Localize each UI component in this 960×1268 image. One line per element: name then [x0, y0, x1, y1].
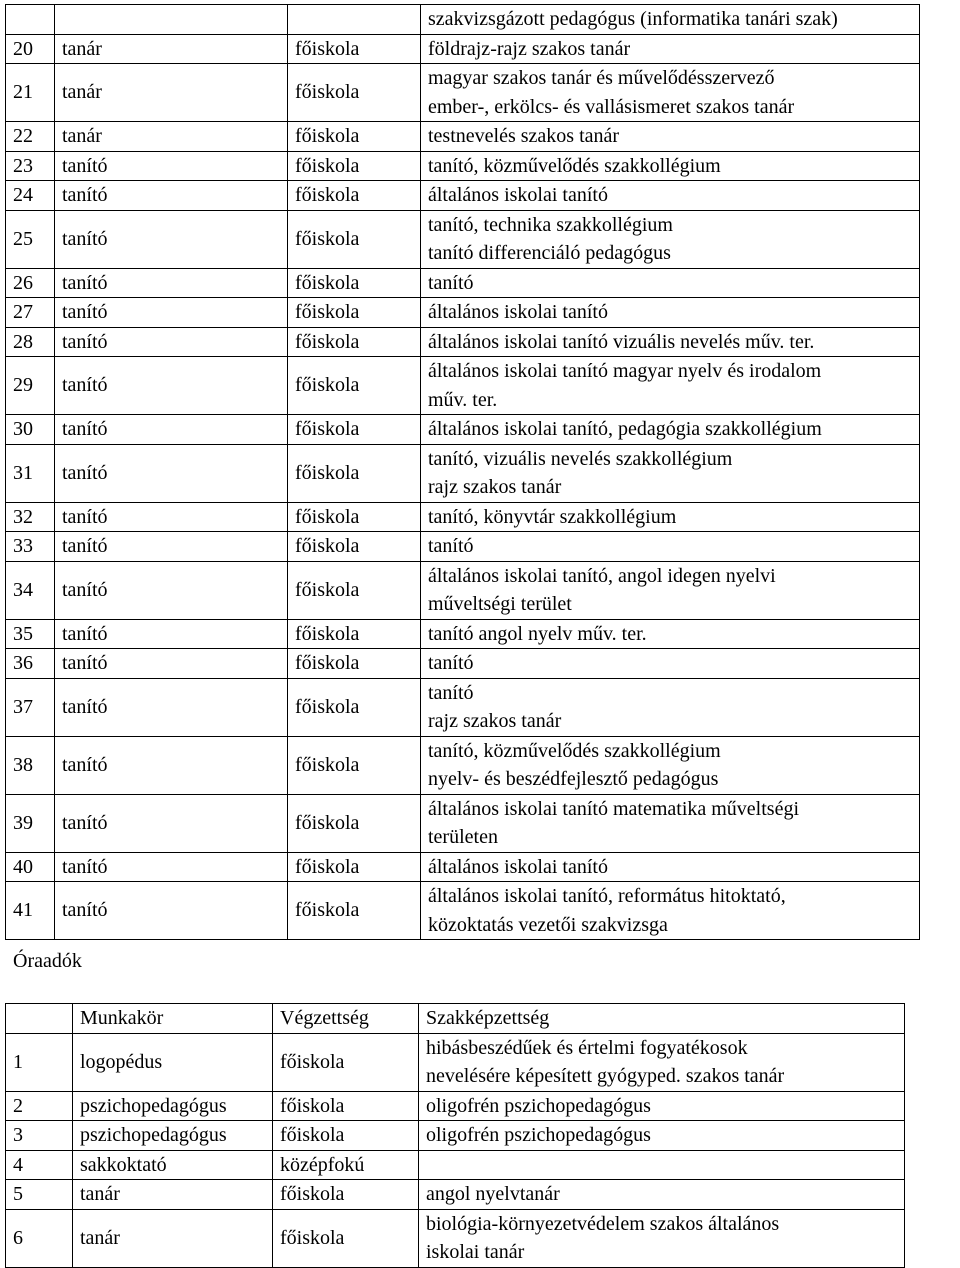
- szakkepzettseg-line: tanító, közművelődés szakkollégium: [428, 739, 721, 762]
- vegzettseg-cell: főiskola: [273, 1121, 419, 1151]
- szakkepzettseg-line: általános iskolai tanító vizuális nevelés műv. ter.: [428, 330, 815, 353]
- szakkepzettseg-line: magyar szakos tanár és művelődésszervező: [428, 67, 775, 89]
- row-number: 40: [6, 852, 55, 882]
- vegzettseg-cell: [288, 5, 421, 35]
- row-number: 38: [6, 736, 55, 794]
- szakkepzettseg-cell: [421, 357, 920, 415]
- munkakor-cell: tanár: [55, 122, 288, 152]
- szakkepzettseg-line: tanító angol nyelv műv. ter.: [428, 622, 647, 645]
- vegzettseg-cell: főiskola: [288, 852, 421, 882]
- vegzettseg-cell: főiskola: [288, 298, 421, 328]
- szakkepzettseg-cell: [421, 181, 920, 211]
- munkakor-cell: pszichopedagógus: [73, 1091, 273, 1121]
- munkakor-cell: tanító: [55, 561, 288, 619]
- vegzettseg-cell: középfokú: [273, 1150, 419, 1180]
- table-row: [6, 619, 920, 649]
- row-number: 26: [6, 268, 55, 298]
- szakkepzettseg-line: általános iskolai tanító matematika műveltségi: [428, 797, 800, 820]
- vegzettseg-cell: főiskola: [288, 327, 421, 357]
- vegzettseg-cell: főiskola: [273, 1033, 419, 1091]
- szakkepzettseg-line: oligofrén pszichopedagógus: [426, 1124, 651, 1146]
- szakkepzettseg-line: tanító: [428, 535, 474, 557]
- row-number: 20: [6, 34, 55, 64]
- munkakor-cell: [55, 5, 288, 35]
- szakkepzettseg-line: általános iskolai tanító: [428, 855, 608, 878]
- staff-table: [5, 4, 920, 940]
- szakkepzettseg-line: általános iskolai tanító: [428, 301, 608, 323]
- szakkepzettseg-cell: [421, 444, 920, 502]
- szakkepzettseg-cell: [421, 561, 920, 619]
- row-number: 30: [6, 415, 55, 445]
- oraadok-table-body: [6, 1033, 905, 1267]
- row-number: 21: [6, 64, 55, 122]
- szakkepzettseg-line: általános iskolai tanító: [428, 184, 608, 206]
- szakkepzettseg-cell: [421, 298, 920, 328]
- munkakor-cell: tanító: [55, 882, 288, 940]
- szakkepzettseg-line: általános iskolai tanító magyar nyelv és irodalom: [428, 360, 822, 382]
- vegzettseg-cell: főiskola: [288, 678, 421, 736]
- table-row: [6, 1180, 905, 1210]
- munkakor-cell: tanító: [55, 327, 288, 357]
- munkakor-cell: tanár: [55, 64, 288, 122]
- szakkepzettseg-line: biológia-környezetvédelem szakos általános: [426, 1212, 780, 1235]
- szakkepzettseg-line: tanító: [428, 652, 474, 674]
- table-row: [6, 151, 920, 181]
- munkakor-cell: tanító: [55, 298, 288, 328]
- szakkepzettseg-cell: [419, 1209, 905, 1267]
- vegzettseg-cell: főiskola: [273, 1180, 419, 1210]
- munkakor-cell: logopédus: [73, 1033, 273, 1091]
- vegzettseg-cell: főiskola: [288, 502, 421, 532]
- vegzettseg-cell: főiskola: [288, 151, 421, 181]
- munkakor-cell: tanító: [55, 532, 288, 562]
- row-number: 24: [6, 181, 55, 211]
- szakkepzettseg-line: általános iskolai tanító, angol idegen nyelvi: [428, 564, 776, 587]
- table-row: [6, 852, 920, 882]
- oraadok-table: [5, 1003, 905, 1268]
- szakkepzettseg-line: tanító differenciáló pedagógus: [428, 242, 671, 264]
- row-number: 41: [6, 882, 55, 940]
- munkakor-cell: tanító: [55, 678, 288, 736]
- szakkepzettseg-line: szakvizsgázott pedagógus (informatika tanári szak): [428, 8, 838, 30]
- szakkepzettseg-line: tanító: [428, 681, 474, 704]
- table-row: [6, 794, 920, 852]
- szakkepzettseg-cell: [421, 64, 920, 122]
- szakkepzettseg-line: ember-, erkölcs- és vallásismeret szakos tanár: [428, 95, 795, 118]
- row-number: 29: [6, 357, 55, 415]
- vegzettseg-cell: főiskola: [288, 619, 421, 649]
- table-row: [6, 1121, 905, 1151]
- szakkepzettseg-line: tanító: [428, 271, 474, 294]
- table-row: [6, 5, 920, 35]
- row-number: 31: [6, 444, 55, 502]
- munkakor-cell: tanító: [55, 852, 288, 882]
- szakkepzettseg-line: földrajz-rajz szakos tanár: [428, 37, 631, 60]
- oraadok-header: [6, 1004, 905, 1034]
- munkakor-cell: tanító: [55, 502, 288, 532]
- table-row: [6, 122, 920, 152]
- header-no: [6, 1004, 73, 1034]
- szakkepzettseg-cell: [421, 151, 920, 181]
- table-row: [6, 561, 920, 619]
- vegzettseg-cell: főiskola: [273, 1209, 419, 1267]
- szakkepzettseg-cell: [421, 852, 920, 882]
- staff-table-body: [6, 5, 920, 940]
- szakkepzettseg-cell: [419, 1091, 905, 1121]
- table-row: [6, 327, 920, 357]
- munkakor-cell: tanár: [55, 34, 288, 64]
- munkakor-cell: tanár: [73, 1180, 273, 1210]
- vegzettseg-cell: főiskola: [288, 415, 421, 445]
- row-number: 1: [6, 1033, 73, 1091]
- szakkepzettseg-line: rajz szakos tanár: [428, 476, 562, 498]
- szakkepzettseg-cell: [421, 882, 920, 940]
- table-row: [6, 1150, 905, 1180]
- row-number: 36: [6, 649, 55, 679]
- szakkepzettseg-cell: [421, 736, 920, 794]
- munkakor-cell: tanító: [55, 649, 288, 679]
- row-number: 33: [6, 532, 55, 562]
- vegzettseg-cell: főiskola: [288, 357, 421, 415]
- munkakor-cell: tanár: [73, 1209, 273, 1267]
- szakkepzettseg-cell: [421, 122, 920, 152]
- szakkepzettseg-line: műveltségi terület: [428, 593, 572, 615]
- table-row: [6, 736, 920, 794]
- szakkepzettseg-line: oligofrén pszichopedagógus: [426, 1094, 651, 1117]
- szakkepzettseg-cell: [421, 502, 920, 532]
- szakkepzettseg-cell: [421, 5, 920, 35]
- munkakor-cell: tanító: [55, 444, 288, 502]
- table-row: [6, 64, 920, 122]
- szakkepzettseg-cell: [421, 415, 920, 445]
- szakkepzettseg-cell: [421, 210, 920, 268]
- table-row: [6, 882, 920, 940]
- szakkepzettseg-cell: [421, 678, 920, 736]
- table-row: [6, 415, 920, 445]
- vegzettseg-cell: főiskola: [288, 882, 421, 940]
- header-vegzettseg: Végzettség: [273, 1004, 419, 1034]
- row-number: 39: [6, 794, 55, 852]
- row-number: 25: [6, 210, 55, 268]
- szakkepzettseg-line: területen: [428, 826, 498, 848]
- munkakor-cell: tanító: [55, 794, 288, 852]
- szakkepzettseg-line: műv. ter.: [428, 388, 498, 411]
- table-row: [6, 34, 920, 64]
- munkakor-cell: pszichopedagógus: [73, 1121, 273, 1151]
- szakkepzettseg-line: testnevelés szakos tanár: [428, 125, 620, 147]
- szakkepzettseg-cell: [421, 268, 920, 298]
- table-row: [6, 444, 920, 502]
- row-number: 35: [6, 619, 55, 649]
- section-title-oraadok: Óraadók: [13, 950, 82, 972]
- row-number: 2: [6, 1091, 73, 1121]
- table-row: [6, 532, 920, 562]
- vegzettseg-cell: főiskola: [273, 1091, 419, 1121]
- row-number: 34: [6, 561, 55, 619]
- szakkepzettseg-cell: [421, 649, 920, 679]
- szakkepzettseg-line: közoktatás vezetői szakvizsga: [428, 913, 668, 936]
- szakkepzettseg-line: általános iskolai tanító, református hitoktató,: [428, 885, 786, 907]
- munkakor-cell: tanító: [55, 181, 288, 211]
- szakkepzettseg-line: tanító, közművelődés szakkollégium: [428, 154, 721, 177]
- header-munkakor: Munkakör: [73, 1004, 273, 1034]
- table-row: [6, 268, 920, 298]
- szakkepzettseg-cell: [421, 327, 920, 357]
- szakkepzettseg-line: tanító, vizuális nevelés szakkollégium: [428, 447, 733, 470]
- munkakor-cell: sakkoktató: [73, 1150, 273, 1180]
- szakkepzettseg-line: tanító, könyvtár szakkollégium: [428, 505, 677, 528]
- munkakor-cell: tanító: [55, 151, 288, 181]
- vegzettseg-cell: főiskola: [288, 736, 421, 794]
- header-szakkepzettseg: Szakképzettség: [419, 1004, 905, 1034]
- vegzettseg-cell: főiskola: [288, 561, 421, 619]
- szakkepzettseg-line: [426, 1151, 904, 1180]
- row-number: 5: [6, 1180, 73, 1210]
- munkakor-cell: tanító: [55, 415, 288, 445]
- row-number: 4: [6, 1150, 73, 1180]
- row-number: 22: [6, 122, 55, 152]
- szakkepzettseg-cell: [421, 34, 920, 64]
- row-number: 37: [6, 678, 55, 736]
- table-row: [6, 181, 920, 211]
- vegzettseg-cell: főiskola: [288, 181, 421, 211]
- table-row: [6, 1091, 905, 1121]
- szakkepzettseg-line: hibásbeszédűek és értelmi fogyatékosok: [426, 1036, 748, 1059]
- table-row: [6, 1209, 905, 1267]
- szakkepzettseg-line: általános iskolai tanító, pedagógia szakkollégium: [428, 418, 822, 440]
- row-number: 28: [6, 327, 55, 357]
- vegzettseg-cell: főiskola: [288, 268, 421, 298]
- szakkepzettseg-line: rajz szakos tanár: [428, 710, 562, 732]
- row-number: 27: [6, 298, 55, 328]
- szakkepzettseg-cell: [421, 532, 920, 562]
- szakkepzettseg-cell: [419, 1121, 905, 1151]
- munkakor-cell: tanító: [55, 357, 288, 415]
- table-row: [6, 210, 920, 268]
- szakkepzettseg-cell: [419, 1180, 905, 1210]
- table-row: [6, 649, 920, 679]
- vegzettseg-cell: főiskola: [288, 122, 421, 152]
- szakkepzettseg-line: nevelésére képesített gyógyped. szakos tanár: [426, 1065, 785, 1087]
- table-row: [6, 298, 920, 328]
- munkakor-cell: tanító: [55, 619, 288, 649]
- szakkepzettseg-line: iskolai tanár: [426, 1241, 525, 1263]
- oraadok-header-row: [6, 1004, 905, 1034]
- vegzettseg-cell: főiskola: [288, 794, 421, 852]
- szakkepzettseg-cell: [421, 619, 920, 649]
- vegzettseg-cell: főiskola: [288, 649, 421, 679]
- table-row: [6, 678, 920, 736]
- szakkepzettseg-cell: [419, 1150, 905, 1180]
- table-row: [6, 1033, 905, 1091]
- table-row: [6, 502, 920, 532]
- szakkepzettseg-cell: [419, 1033, 905, 1091]
- row-number: 23: [6, 151, 55, 181]
- vegzettseg-cell: főiskola: [288, 34, 421, 64]
- vegzettseg-cell: főiskola: [288, 64, 421, 122]
- row-number: 3: [6, 1121, 73, 1151]
- vegzettseg-cell: főiskola: [288, 210, 421, 268]
- vegzettseg-cell: főiskola: [288, 444, 421, 502]
- szakkepzettseg-cell: [421, 794, 920, 852]
- szakkepzettseg-line: angol nyelvtanár: [426, 1183, 560, 1205]
- row-number: 32: [6, 502, 55, 532]
- row-number: [6, 5, 55, 35]
- szakkepzettseg-line: nyelv- és beszédfejlesztő pedagógus: [428, 768, 719, 790]
- szakkepzettseg-line: tanító, technika szakkollégium: [428, 213, 673, 236]
- munkakor-cell: tanító: [55, 210, 288, 268]
- munkakor-cell: tanító: [55, 736, 288, 794]
- table-row: [6, 357, 920, 415]
- munkakor-cell: tanító: [55, 268, 288, 298]
- row-number: 6: [6, 1209, 73, 1267]
- vegzettseg-cell: főiskola: [288, 532, 421, 562]
